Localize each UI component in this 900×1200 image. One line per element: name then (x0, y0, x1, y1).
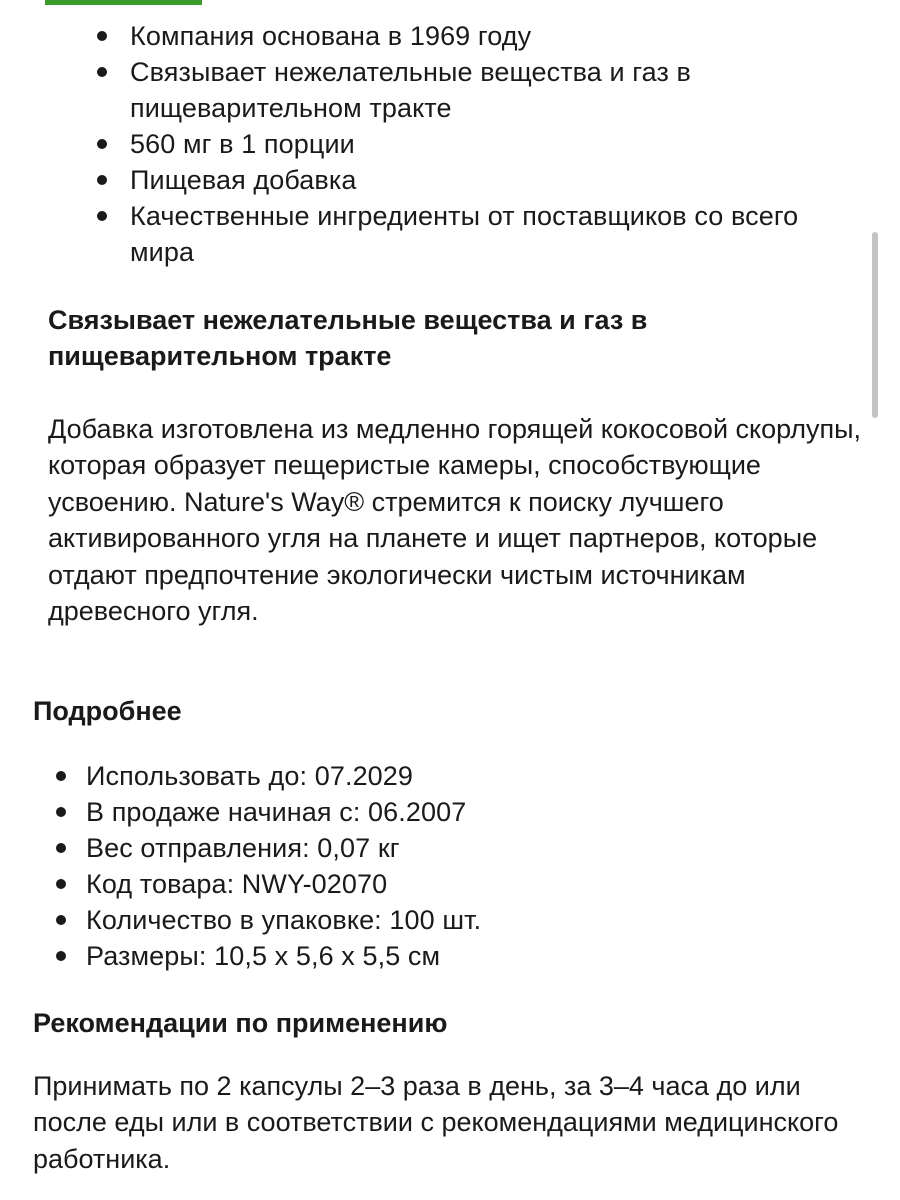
list-item: Код товара: NWY-02070 (0, 866, 860, 902)
list-item: Вес отправления: 0,07 кг (0, 830, 860, 866)
usage-paragraph: Принимать по 2 капсулы 2–3 раза в день, за 3–4 часа до или после еды или в соответствии с рекомендациями медицинского работника. (33, 1071, 839, 1174)
details-heading: Подробнее (33, 696, 182, 726)
accent-bar (45, 0, 202, 5)
features-list (0, 18, 860, 270)
scrollbar-thumb[interactable] (872, 232, 878, 418)
list-item: Связывает нежелательные вещества и газ в пищеварительном тракте (0, 54, 860, 126)
list-item: Качественные ингредиенты от поставщиков со всего мира (0, 198, 860, 270)
section-heading: Связывает нежелательные вещества и газ в пищеварительном тракте (48, 305, 648, 371)
details-list (0, 758, 860, 974)
description-paragraph: Добавка изготовлена из медленно горящей кокосовой скорлупы, которая образует пещеристые камеры, способствующие усвоению. Nature's Way® стремится к поиску лучшего активированного угля на планете и ищет партнеров, которые отдают предпочтение экологически чистым источникам древесного угля. (48, 414, 862, 627)
list-item: Использовать до: 07.2029 (0, 758, 860, 794)
list-item: Компания основана в 1969 году (0, 18, 860, 54)
list-item: 560 мг в 1 порции (0, 126, 860, 162)
list-item: Пищевая добавка (0, 162, 860, 198)
usage-heading: Рекомендации по применению (33, 1008, 448, 1038)
list-item: Размеры: 10,5 x 5,6 x 5,5 см (0, 938, 860, 974)
list-item: Количество в упаковке: 100 шт. (0, 902, 860, 938)
list-item: В продаже начиная с: 06.2007 (0, 794, 860, 830)
